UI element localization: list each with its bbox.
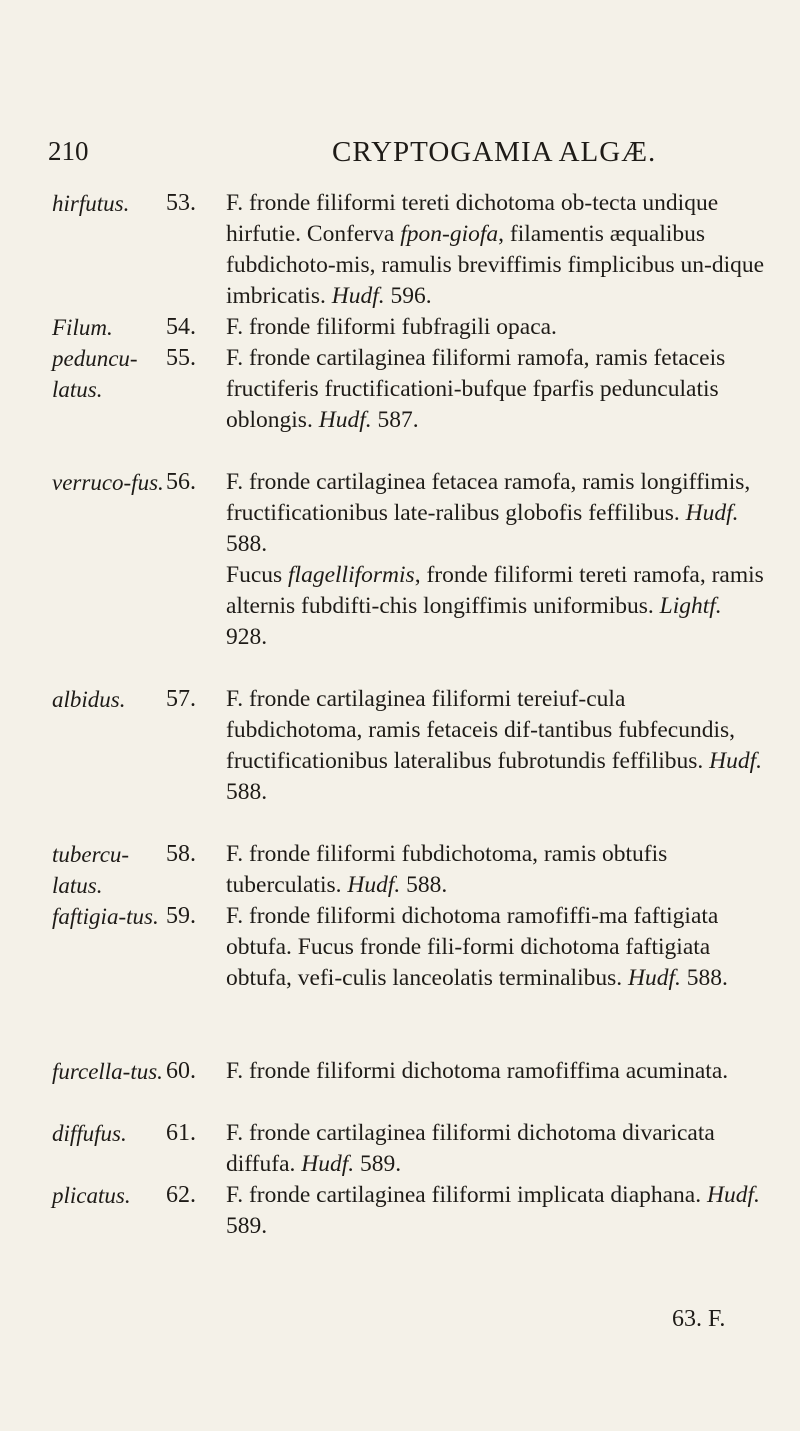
entry-text: F. fronde cartilaginea filiformi ramofa, ramis fetaceis fructiferis fructificationi-bufque fparfis pedunculatis oblongis. Hudf. 587. — [226, 345, 726, 433]
entry-text: F. fronde cartilaginea filiformi implicata diaphana. Hudf. 589. — [226, 1182, 760, 1239]
entry-number: 61. — [166, 1120, 196, 1146]
entry-number: 55. — [166, 345, 196, 371]
entry-text: F. fronde cartilaginea fetacea ramofa, ramis longiffimis, fructificationibus late-ralibus globofis feffilibus. Hudf. 588. Fucus flagelliformis, fronde filiformi tereti ramofa, ramis alternis fubdifti-chis longiffimis uniformibus. Lightf. 928. — [226, 469, 764, 650]
margin-name: faftigia-tus. — [52, 904, 159, 929]
margin-name: Filum. — [52, 315, 113, 340]
entry-text: F. fronde cartilaginea filiformi tereiuf-cula fubdichotoma, ramis fetaceis dif-tantibus fubfecundis, fructificationibus lateralibus fubrotundis feffilibus. Hudf. 588. — [226, 686, 763, 805]
margin-name: diffufus. — [52, 1121, 127, 1146]
entry-text: F. fronde filiformi fubdichotoma, ramis obtufis tuberculatis. Hudf. 588. — [226, 841, 668, 898]
margin-name: tubercu-latus. — [52, 842, 130, 898]
species-ref: fpon-giofa — [400, 221, 499, 247]
entry-number: 59. — [166, 903, 196, 929]
entry-text: F. fronde cartilaginea filiformi dichotoma divaricata diffufa. Hudf. 589. — [226, 1120, 715, 1177]
catchword: 63. F. — [672, 1306, 726, 1332]
margin-name: albidus. — [52, 687, 126, 712]
entry-number: 53. — [166, 190, 196, 216]
species-ref: flagelliformis — [288, 562, 415, 588]
page-number: 210 — [48, 136, 89, 166]
citation: Lightf. — [659, 593, 722, 619]
entry-number: 58. — [166, 841, 196, 867]
entry-number: 57. — [166, 686, 196, 712]
entry-number: 54. — [166, 314, 196, 340]
margin-name: peduncu-latus. — [52, 346, 138, 402]
citation: Hudf. — [707, 1182, 760, 1208]
page-header — [48, 136, 768, 176]
entry-text: F. fronde filiformi dichotoma ramofiffi-ma faftigiata obtufa. Fucus fronde fili-formi dichotoma faftigiata obtufa, vefi-culis lanceolatis terminalibus. Hudf. 588. — [226, 903, 728, 991]
entry-number: 62. — [166, 1182, 196, 1208]
citation: Hudf. — [331, 283, 385, 309]
margin-name: hirfutus. — [52, 191, 130, 216]
entry-text: F. fronde filiformi dichotoma ramofiffima acuminata. — [226, 1058, 729, 1084]
entry-number: 60. — [166, 1058, 196, 1084]
entry-text: F. fronde filiformi fubfragili opaca. — [226, 314, 557, 340]
entry-number: 56. — [166, 469, 196, 495]
margin-name: verruco-fus. — [52, 470, 164, 495]
citation: Hudf. — [318, 407, 372, 433]
citation: Hudf. — [628, 965, 681, 991]
margin-name: plicatus. — [52, 1183, 131, 1208]
citation: Hudf. — [347, 872, 401, 898]
citation: Hudf. — [709, 748, 763, 774]
citation: Hudf. — [301, 1151, 355, 1177]
citation: Hudf. — [685, 500, 739, 526]
margin-name: furcella-tus. — [52, 1059, 163, 1084]
entry-text: F. fronde filiformi tereti dichotoma ob-tecta undique hirfutie. Conferva fpon-giofa, filamentis æqualibus fubdichoto-mis, ramulis breviffimis fimplicibus un-dique imbricatis. Hudf. 596. — [226, 190, 765, 309]
running-head: CRYPTOGAMIA ALGÆ. — [332, 136, 657, 168]
